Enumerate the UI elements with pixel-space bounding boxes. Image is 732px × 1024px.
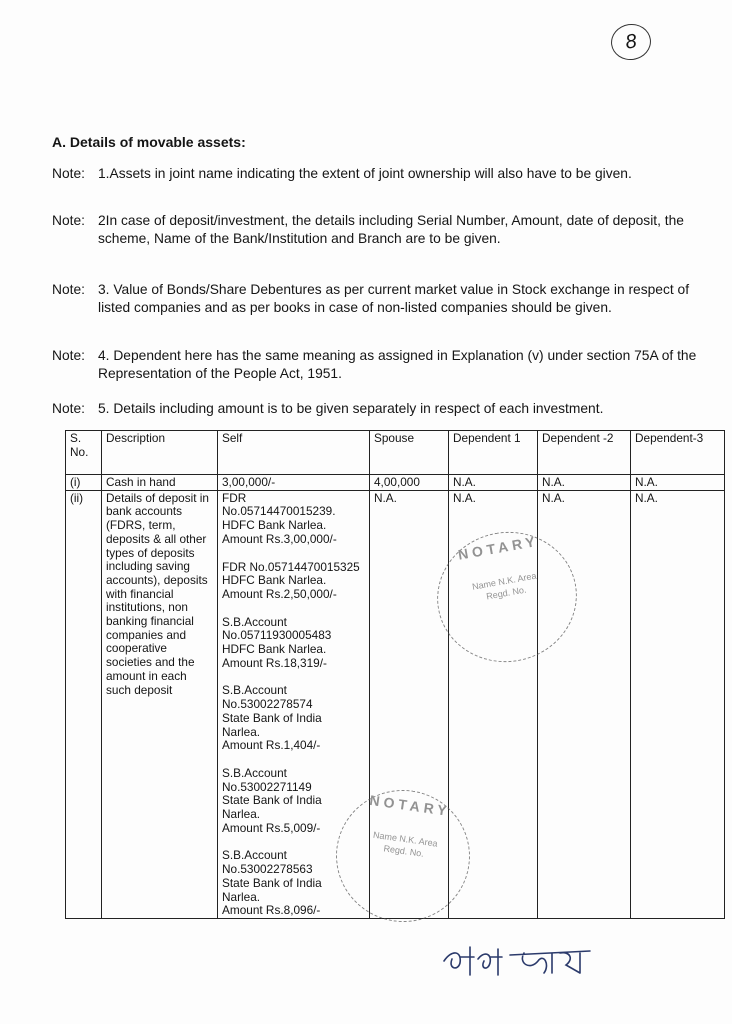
entry-line: Amount Rs.3,00,000/- [222,531,337,546]
note-label: Note: [52,401,85,416]
note-label: Note: [52,213,85,228]
deposit-entry [222,684,365,753]
entry-line: Narlea. [222,807,261,822]
entry-line: Narlea. [222,889,261,904]
entry-line: Amount Rs.8,096/- [222,903,321,918]
handwritten-signature [440,935,600,981]
note-3 [52,281,716,317]
deposit-entry [222,561,365,602]
entry-line: HDFC Bank Narlea. [222,518,327,533]
cell-dependent-2: N.A. [538,490,631,918]
entry-line: State Bank of India [222,793,322,808]
note-2 [52,212,716,248]
note-text: 2In case of deposit/investment, the details including Serial Number, Amount, date of deposit, the scheme, Name of the Bank/Institution and Branch are to be given. [98,213,684,246]
entry-line: Amount Rs.1,404/- [222,738,321,753]
cell-dependent-1: N.A. [449,475,538,491]
cell-dependent-1: N.A. [449,490,538,918]
section-title: A. Details of movable assets: [52,134,246,150]
header-description: Description [102,431,218,475]
page-number-circle: 8 [609,21,654,62]
entry-line: No.53002278563 [222,862,313,877]
table-header-row [66,431,725,475]
header-spouse: Spouse [370,431,449,475]
entry-line: S.B.Account [222,848,287,863]
entry-line: S.B.Account [222,765,287,780]
entry-line: S.B.Account [222,614,287,629]
entry-line: Amount Rs.5,009/- [222,820,321,835]
note-label: Note: [52,348,85,363]
deposit-entry [222,492,365,547]
entry-line: S.B.Account [222,683,287,698]
cell-dependent-3: N.A. [631,490,725,918]
note-4 [52,347,716,383]
header-dependent-3: Dependent-3 [631,431,725,475]
entry-line: No.05711930005483 [222,628,332,643]
table-row [66,475,725,491]
note-text: 5. Details including amount is to be given separately in respect of each investment. [98,401,604,416]
note-text: 4. Dependent here has the same meaning as assigned in Explanation (v) under section 75A of the Representation of the People Act, 1951. [98,348,697,381]
header-dependent-2: Dependent -2 [538,431,631,475]
stamp-inner-text: Name N.K. Area Regd. No. [471,570,538,602]
entry-line: Amount Rs.18,319/- [222,655,327,670]
cell-dependent-3: N.A. [631,475,725,491]
note-text: 1.Assets in joint name indicating the extent of joint ownership will also have to be given. [98,166,632,181]
entry-line: State Bank of India [222,875,322,890]
cell-self: 3,00,000/- [218,475,370,491]
entry-line: Narlea. [222,724,261,739]
note-label: Note: [52,166,85,181]
entry-line: FDR No.05714470015325 [222,559,360,574]
entry-line: No.05714470015239. [222,504,336,519]
entry-line: State Bank of India [222,710,322,725]
header-self: Self [218,431,370,475]
cell-sno: (i) [66,475,102,491]
entry-line: HDFC Bank Narlea. [222,573,327,588]
note-5 [52,400,716,418]
header-dependent-1: Dependent 1 [449,431,538,475]
cell-description: Cash in hand [102,475,218,491]
entry-line: Amount Rs.2,50,000/- [222,586,337,601]
cell-dependent-2: N.A. [538,475,631,491]
stamp-word: NOTARY [456,532,540,563]
note-1 [52,165,716,183]
entry-line: HDFC Bank Narlea. [222,642,327,657]
header-sno: S. No. [66,431,102,475]
cell-description: Details of deposit in bank accounts (FDRS, term, deposits & all other types of deposits including saving accounts), deposits with financial institutions, non banking financial companies and cooperative societies and the amount in each such deposit [102,490,218,918]
stamp-inner-text: Name N.K. Area Regd. No. [372,829,439,859]
cell-sno: (ii) [66,490,102,918]
cell-spouse: 4,00,000 [370,475,449,491]
cell-spouse: N.A. [370,490,449,918]
note-text: 3. Value of Bonds/Share Debentures as per current market value in Stock exchange in respect of listed companies and as per books in case of non-listed companies should be given. [98,282,690,315]
entry-line: FDR [222,490,247,505]
entry-line: No.53002271149 [222,779,312,794]
entry-line: No.53002278574 [222,697,313,712]
stamp-word: NOTARY [368,791,452,820]
note-label: Note: [52,282,85,297]
deposit-entry [222,616,365,671]
